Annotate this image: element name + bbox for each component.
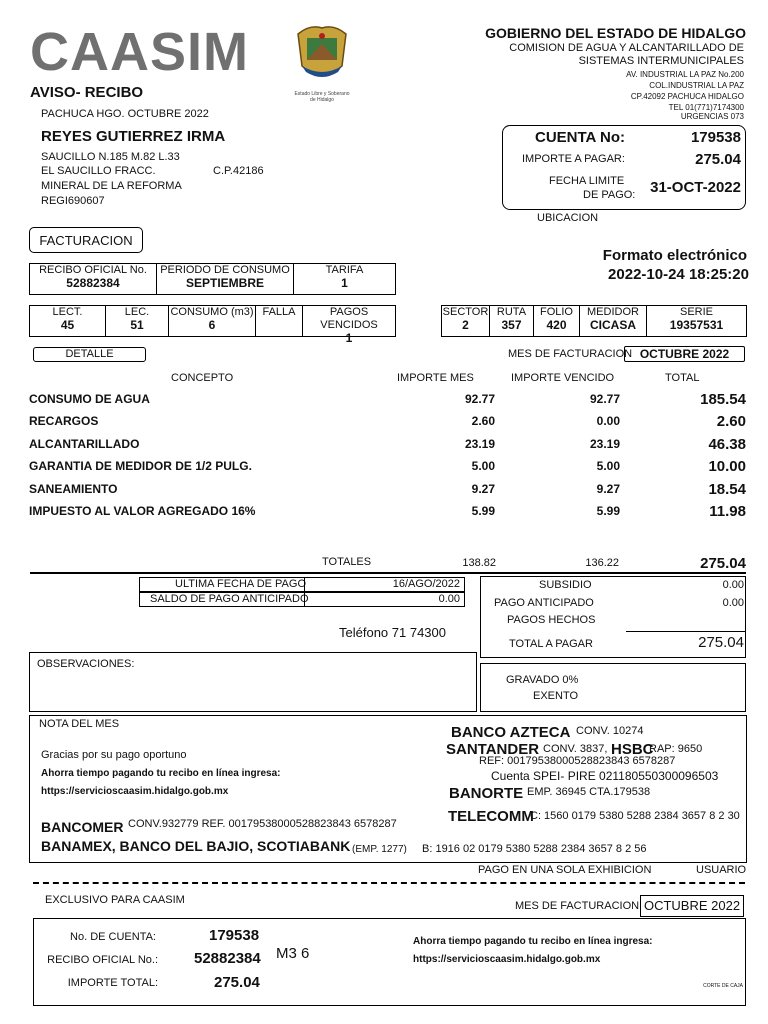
bancomer-ref: CONV.932779 REF. 00179538000528823843 6578287: [128, 818, 397, 830]
stub-importe-label: IMPORTE TOTAL:: [67, 977, 158, 989]
lec-cell: [105, 305, 169, 337]
falla-label: FALLA: [262, 306, 296, 318]
stub-ahorra: Ahorra tiempo pagando tu recibo en línea ingresa:: [413, 936, 653, 947]
customer-addr1: SAUCILLO N.185 M.82 L.33: [41, 151, 180, 163]
pagos-vencidos-value: 1: [345, 331, 353, 345]
spei-text: Cuenta SPEI- PIRE 021180550300096503: [491, 769, 719, 783]
concept-row: [29, 437, 747, 455]
concept-label: ALCANTARILLADO: [29, 437, 140, 451]
pagos-vencidos-cell: [302, 305, 396, 345]
santander-conv: CONV. 3837,: [543, 743, 608, 755]
importe-mes-value: 9.27: [471, 482, 495, 496]
medidor-label: MEDIDOR: [587, 306, 639, 318]
periodo-label: PERIODO DE CONSUMO: [160, 264, 290, 276]
corte-caja: CORTE DE CAJA: [703, 983, 743, 989]
caasim-logo: CAASIM: [30, 22, 249, 82]
ubicacion-label: UBICACION: [537, 212, 599, 224]
sola-divider: [478, 862, 746, 863]
concept-label: IMPUESTO AL VALOR AGREGADO 16%: [29, 504, 256, 518]
issuer-line2: SISTEMAS INTERMUNICIPALES: [578, 55, 744, 67]
totales-mes: 138.82: [462, 557, 496, 569]
santander-label: SANTANDER: [446, 741, 540, 758]
gracias-text: Gracias por su pago oportuno: [41, 749, 187, 761]
concept-label: SANEAMIENTO: [29, 482, 118, 496]
concept-label: GARANTIA DE MEDIDOR DE 1/2 PULG.: [29, 459, 252, 473]
serie-label: SERIE: [679, 306, 713, 318]
url-link[interactable]: https://servicioscaasim.hidalgo.gob.mx: [41, 786, 229, 797]
recibo-value: 52882384: [66, 276, 120, 290]
importe-vencido-value: 5.99: [596, 504, 620, 518]
issuer-urgencias: URGENCIAS 073: [680, 112, 744, 121]
importe-mes-value: 2.60: [471, 414, 495, 428]
total-value: 11.98: [709, 503, 746, 520]
lec-value: 51: [130, 318, 144, 332]
telecomm-label: TELECOMM: [448, 808, 534, 825]
ultima-fecha-value: 16/AGO/2022: [392, 578, 460, 590]
importe-vencido-value: 0.00: [596, 414, 620, 428]
nota-label: NOTA DEL MES: [39, 718, 120, 730]
fecha-limite-value: 31-OCT-2022: [650, 179, 741, 196]
pago-anticipado-value: 0.00: [722, 597, 744, 609]
hsbc-rap: RAP: 9650: [649, 743, 703, 755]
consumo-label: CONSUMO (m3): [170, 306, 254, 318]
mes-facturacion-box: [624, 346, 745, 362]
stub-recibo-value: 52882384: [194, 950, 261, 967]
ruta-label: RUTA: [496, 306, 527, 318]
importe-mes-value: 5.99: [471, 504, 495, 518]
mes-facturacion-label: MES DE FACTURACION: [508, 348, 633, 360]
concept-row: [29, 459, 747, 477]
banorte-emp: EMP. 36945 CTA.179538: [527, 786, 651, 798]
recibo-cell: [29, 263, 157, 295]
fecha-label-1: FECHA LIMITE: [549, 175, 625, 187]
customer-addr3: MINERAL DE LA REFORMA: [41, 180, 182, 192]
pago-anticipado-label: PAGO ANTICIPADO: [494, 597, 594, 609]
stub-cuenta-label: No. DE CUENTA:: [70, 931, 156, 943]
bancomer-label: BANCOMER: [41, 819, 124, 835]
importe-vencido-value: 23.19: [589, 437, 620, 451]
nota-box: [29, 715, 747, 863]
exento-label: EXENTO: [533, 690, 579, 702]
totales-label: TOTALES: [322, 556, 372, 568]
detalle-label: DETALLE: [65, 348, 114, 360]
cuenta-label: CUENTA No:: [535, 129, 625, 146]
sola-exhibicion: PAGO EN UNA SOLA EXHIBICION: [478, 864, 652, 876]
timestamp: 2022-10-24 18:25:20: [608, 266, 749, 283]
state-seal-logo: [292, 22, 352, 102]
azteca-label: BANCO AZTECA: [451, 724, 571, 741]
usuario-label: USUARIO: [696, 864, 747, 876]
folio-value: 420: [546, 318, 567, 332]
medidor-value: CICASA: [589, 318, 636, 332]
folio-cell: [533, 305, 580, 337]
serie-cell: [646, 305, 747, 337]
stub-importe-value: 275.04: [214, 974, 260, 991]
consumo-cell: [168, 305, 256, 337]
issuer-tel: TEL 01(771)7174300: [668, 103, 744, 112]
folio-label: FOLIO: [539, 306, 573, 318]
totals-box: [480, 576, 746, 658]
stub-recibo-label: RECIBO OFICIAL No.:: [47, 954, 158, 966]
issuer-line1: COMISION DE AGUA Y ALCANTARILLADO DE: [509, 42, 744, 54]
detalle-tab: [33, 347, 146, 362]
serie-value: 19357531: [669, 318, 724, 332]
banamex-ref: B: 1916 02 0179 5380 5288 2384 3657 8 2 56: [422, 843, 647, 855]
customer-name: REYES GUTIERREZ IRMA: [41, 128, 226, 145]
banamex-emp: (EMP. 1277): [352, 844, 407, 855]
issuer-addr3: CP.42092 PACHUCA HIDALGO: [630, 92, 744, 101]
saldo-anticipado-value: 0.00: [438, 593, 460, 605]
seal-caption: Estado Libre y Soberano de Hidalgo: [294, 91, 350, 103]
importe-vencido-value: 5.00: [596, 459, 620, 473]
concept-label: RECARGOS: [29, 414, 99, 428]
lec-label: LEC.: [124, 306, 150, 318]
banorte-label: BANORTE: [449, 785, 524, 802]
importe-mes-value: 23.19: [464, 437, 495, 451]
banamex-label: BANAMEX, BANCO DEL BAJIO, SCOTIABANK: [41, 838, 351, 854]
subsidio-value: 0.00: [722, 579, 744, 591]
periodo-value: SEPTIEMBRE: [185, 276, 264, 290]
cuenta-value: 179538: [690, 129, 741, 146]
issuer-title: GOBIERNO DEL ESTADO DE HIDALGO: [485, 25, 746, 41]
gravado-box: [480, 663, 746, 712]
subsidio-label: SUBSIDIO: [539, 579, 592, 591]
header-importe-mes: IMPORTE MES: [397, 372, 474, 384]
falla-cell: [255, 305, 303, 337]
header-concepto: CONCEPTO: [171, 372, 234, 384]
stub-mes-label: MES DE FACTURACION: [515, 900, 640, 912]
tarifa-label: TARIFA: [325, 264, 364, 276]
concept-row: [29, 414, 747, 432]
ref-text: REF: 00179538000528823843 6578287: [479, 755, 676, 767]
issuer-addr1: AV. INDUSTRIAL LA PAZ No.200: [626, 70, 744, 79]
saldo-anticipado-label: SALDO DE PAGO ANTICIPADO: [150, 593, 309, 605]
total-a-pagar-label: TOTAL A PAGAR: [509, 638, 593, 650]
mes-facturacion-value: OCTUBRE 2022: [639, 347, 730, 361]
header-total: TOTAL: [665, 372, 700, 384]
issuer-addr2: COL.INDUSTRIAL LA PAZ: [649, 81, 744, 90]
saldo-anticipado-box: [139, 592, 465, 607]
ahorra-text: Ahorra tiempo pagando tu recibo en línea ingresa:: [41, 768, 281, 779]
stub-box: [33, 918, 746, 1006]
recibo-label: RECIBO OFICIAL No.: [39, 264, 147, 276]
header-importe-vencido: IMPORTE VENCIDO: [511, 372, 615, 384]
azteca-conv: CONV. 10274: [576, 725, 644, 737]
observaciones-box: [29, 652, 477, 712]
telecomm-ref: C: 1560 0179 5380 5288 2384 3657 8 2 30: [530, 810, 740, 822]
pagos-hechos-label: PAGOS HECHOS: [507, 614, 596, 626]
total-a-pagar-value: 275.04: [698, 634, 744, 651]
lect-cell: [29, 305, 106, 337]
lect-label: LECT.: [52, 306, 83, 318]
sector-cell: [441, 305, 490, 337]
account-box: [502, 125, 746, 210]
total-value: 10.00: [708, 458, 746, 475]
ruta-value: 357: [501, 318, 522, 332]
importe-vencido-value: 92.77: [589, 392, 620, 406]
stub-url-link[interactable]: https://servicioscaasim.hidalgo.gob.mx: [413, 954, 601, 965]
total-value: 2.60: [716, 413, 746, 430]
importe-vencido-value: 9.27: [596, 482, 620, 496]
concept-row: [29, 504, 747, 522]
stub-mes-value: OCTUBRE 2022: [643, 898, 741, 913]
observaciones-label: OBSERVACIONES:: [37, 658, 135, 670]
fecha-label-2: DE PAGO:: [583, 189, 636, 201]
telefono: Teléfono 71 74300: [339, 625, 446, 640]
hsbc-label: HSBC: [611, 741, 654, 758]
ultima-fecha-label: ULTIMA FECHA DE PAGO: [175, 578, 307, 590]
facturacion-label: FACTURACION: [39, 233, 133, 248]
consumo-value: 6: [208, 318, 216, 332]
concept-row: [29, 392, 747, 410]
pagos-vencidos-label: PAGOS VENCIDOS: [320, 306, 378, 331]
sector-label: SECTOR: [442, 306, 489, 318]
stub-cuenta-value: 179538: [209, 927, 260, 944]
formato-electronico: Formato electrónico: [602, 247, 747, 264]
lect-value: 45: [60, 318, 75, 332]
cut-line: [33, 882, 745, 884]
tarifa-value: 1: [341, 276, 348, 290]
concept-label: CONSUMO DE AGUA: [29, 392, 150, 406]
facturacion-tab: [29, 227, 143, 253]
exclusivo-label: EXCLUSIVO PARA CAASIM: [45, 894, 185, 906]
totales-divider: [30, 572, 746, 574]
doc-type: AVISO- RECIBO: [30, 84, 144, 101]
customer-addr2: EL SAUCILLO FRACC.: [41, 165, 156, 177]
medidor-cell: [579, 305, 647, 337]
stub-mes-box: [640, 895, 744, 917]
importe-label: IMPORTE A PAGAR:: [522, 153, 625, 165]
totales-vencido: 136.22: [585, 557, 619, 569]
ultima-fecha-box: [139, 577, 465, 592]
customer-cp: C.P.42186: [213, 165, 264, 177]
totales-total: 275.04: [700, 555, 746, 572]
sector-value: 2: [462, 318, 469, 332]
gravado-label: GRAVADO 0%: [506, 674, 579, 686]
customer-reg: REGI690607: [41, 195, 105, 207]
periodo-cell: [156, 263, 294, 295]
importe-value: 275.04: [695, 151, 741, 168]
total-value: 46.38: [708, 436, 746, 453]
importe-mes-value: 5.00: [471, 459, 495, 473]
tarifa-cell: [293, 263, 396, 295]
total-value: 185.54: [700, 391, 746, 408]
place-date: PACHUCA HGO. OCTUBRE 2022: [41, 108, 209, 120]
importe-mes-value: 92.77: [464, 392, 495, 406]
concept-row: [29, 482, 747, 500]
stub-m3: M3 6: [276, 945, 310, 962]
ruta-cell: [489, 305, 534, 337]
total-value: 18.54: [708, 481, 746, 498]
